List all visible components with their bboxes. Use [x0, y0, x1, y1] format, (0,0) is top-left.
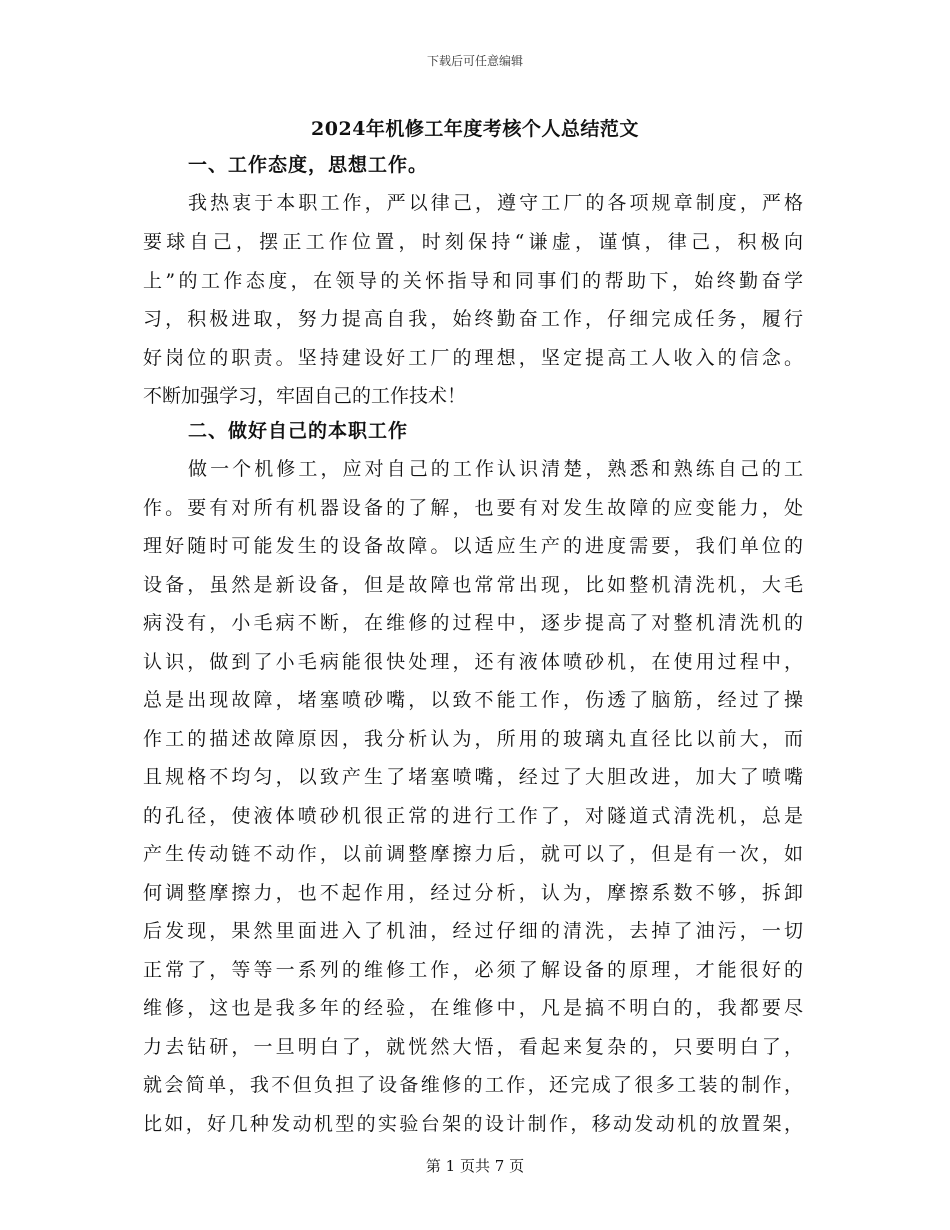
section-heading-2: 二、做好自己的本职工作 — [188, 420, 409, 442]
paragraph-line: 就会简单，我不但负担了设备维修的工作，还完成了很多工装的制作， — [143, 1074, 803, 1096]
paragraph-line: 的孔径，使液体喷砂机很正常的进行工作了，对隧道式清洗机，总是 — [143, 805, 803, 827]
paragraph-line: 维修，这也是我多年的经验，在维修中，凡是搞不明白的，我都要尽 — [143, 997, 803, 1019]
section-heading-1: 一、工作态度，思想工作。 — [188, 154, 429, 176]
paragraph-line: 习，积极进取，努力提高自我，始终勤奋工作，仔细完成任务，履行 — [143, 308, 803, 330]
paragraph-line: 比如，好几种发动机型的实验台架的设计制作，移动发动机的放置架， — [143, 1113, 803, 1135]
paragraph-line: 力去钻研，一旦明白了，就恍然大悟，看起来复杂的，只要明白了， — [143, 1036, 803, 1058]
paragraph-line: 后发现，果然里面进入了机油，经过仔细的清洗，去掉了油污，一切 — [143, 920, 803, 942]
paragraph-line: 要球自己，摆正工作位置，时刻保持“谦虚，谨慎，律己，积极向 — [143, 231, 803, 253]
paragraph-line: 正常了，等等一系列的维修工作，必须了解设备的原理，才能很好的 — [143, 959, 803, 981]
paragraph-line: 理好随时可能发生的设备故障。以适应生产的进度需要，我们单位的 — [143, 535, 803, 557]
paragraph-line: 何调整摩擦力，也不起作用，经过分析，认为，摩擦系数不够，拆卸 — [143, 882, 803, 904]
paragraph-line: 认识，做到了小毛病能很快处理，还有液体喷砂机，在使用过程中， — [143, 651, 803, 673]
paragraph-line: 设备，虽然是新设备，但是故障也常常出现，比如整机清洗机，大毛 — [143, 574, 803, 596]
paragraph-line: 作工的描述故障原因，我分析认为，所用的玻璃丸直径比以前大，而 — [143, 728, 803, 750]
paragraph-line: 做一个机修工，应对自己的工作认识清楚，熟悉和熟练自己的工 — [188, 458, 803, 480]
paragraph-line: 病没有，小毛病不断，在维修的过程中，逐步提高了对整机清洗机的 — [143, 612, 803, 634]
paragraph-line: 上”的工作态度，在领导的关怀指导和同事们的帮助下，始终勤奋学 — [143, 270, 803, 292]
document-title: 2024年机修工年度考核个人总结范文 — [311, 118, 639, 140]
paragraph-line: 产生传动链不动作，以前调整摩擦力后，就可以了，但是有一次，如 — [143, 843, 803, 865]
page-header-note: 下载后可任意编辑 — [426, 54, 523, 68]
paragraph-line: 不断加强学习，牢固自己的工作技术！ — [143, 385, 467, 407]
paragraph-line: 且规格不均匀，以致产生了堵塞喷嘴，经过了大胆改进，加大了喷嘴 — [143, 766, 803, 788]
paragraph-line: 好岗位的职责。坚持建设好工厂的理想，坚定提高工人收入的信念。 — [143, 347, 803, 369]
page-number: 第 1 页共 7 页 — [425, 1157, 525, 1175]
paragraph-line: 总是出现故障，堵塞喷砂嘴，以致不能工作，伤透了脑筋，经过了操 — [143, 689, 803, 711]
paragraph-line: 作。要有对所有机器设备的了解，也要有对发生故障的应变能力，处 — [143, 497, 803, 519]
paragraph-line: 我热衷于本职工作，严以律己，遵守工厂的各项规章制度，严格 — [188, 192, 803, 214]
